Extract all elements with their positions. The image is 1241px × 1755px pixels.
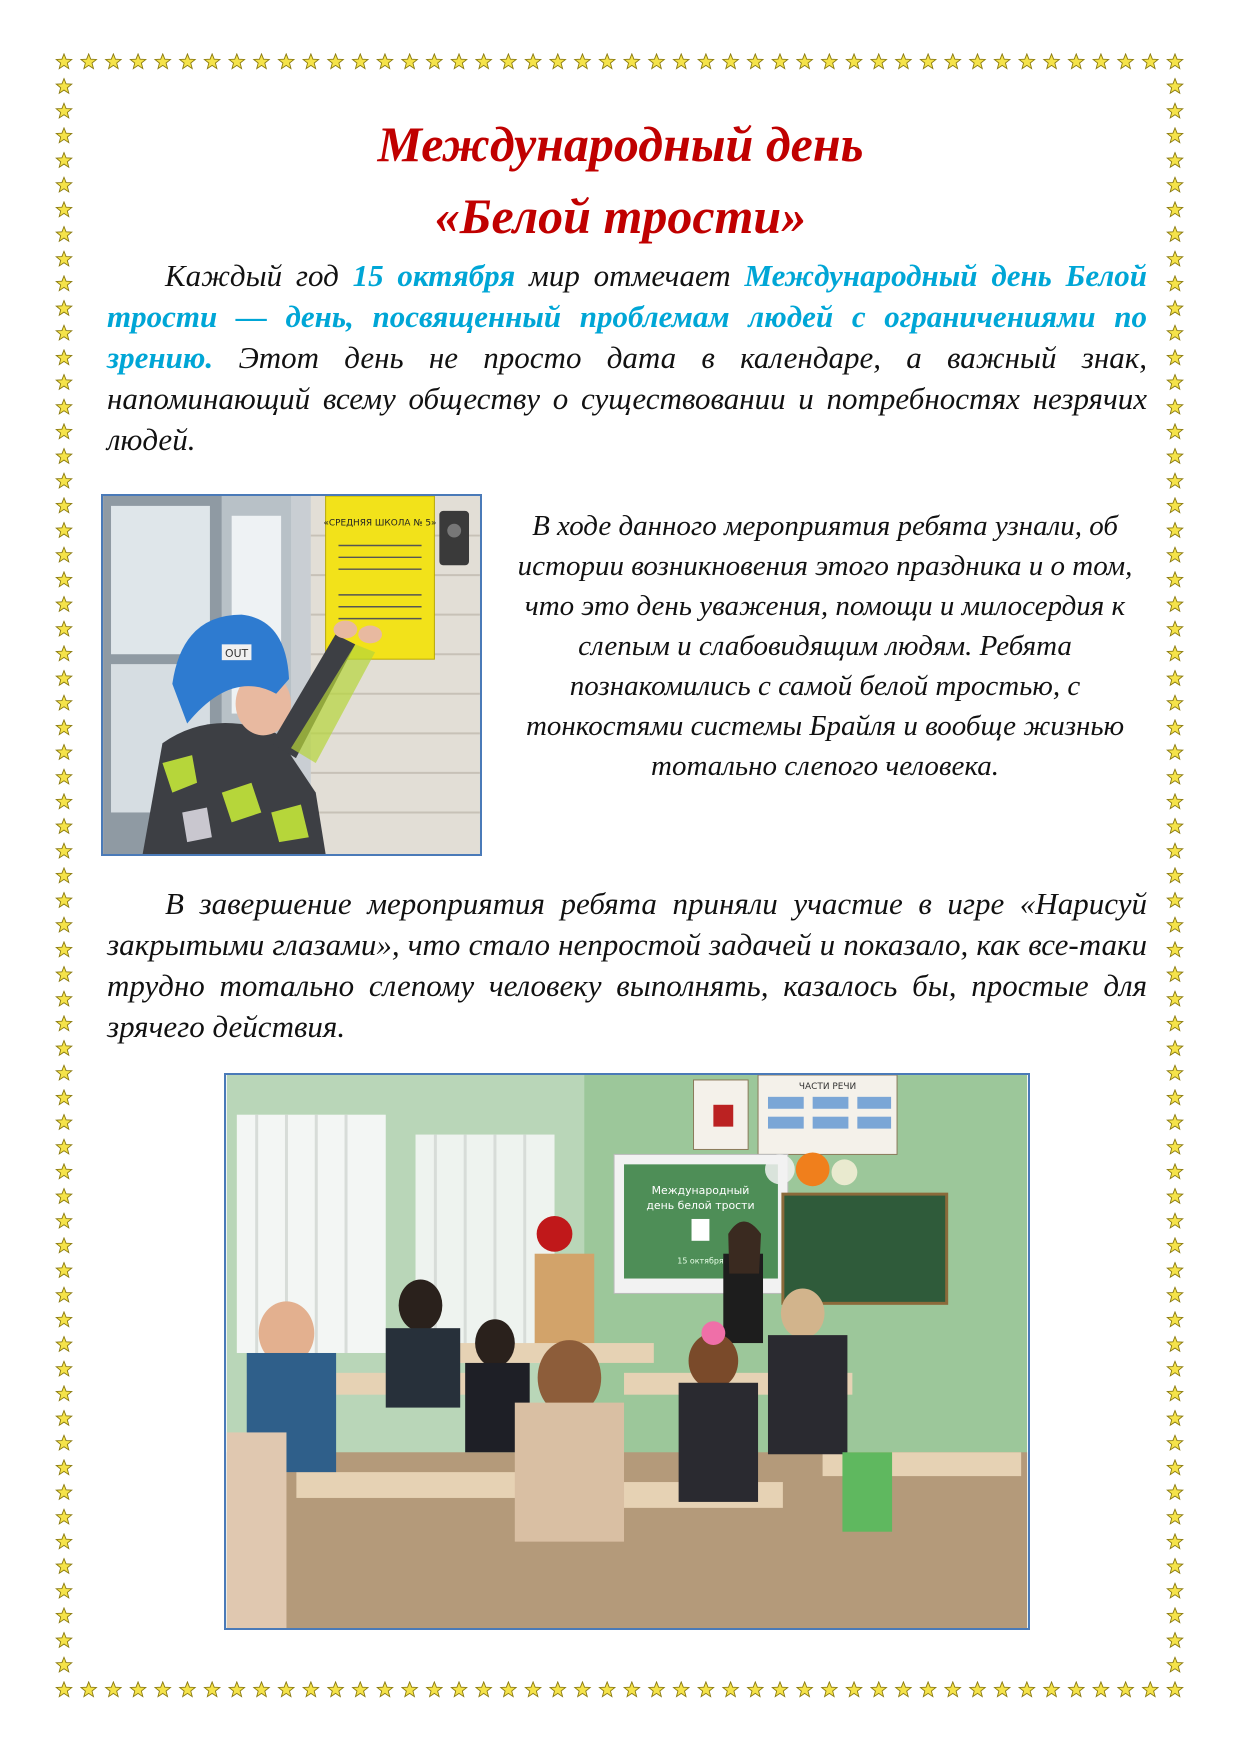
border-star-icon [180, 54, 195, 69]
border-star-icon [945, 1682, 960, 1697]
border-star-icon [550, 54, 565, 69]
border-star-icon [525, 1682, 540, 1697]
border-star-icon [106, 54, 121, 69]
border-star-icon [723, 54, 738, 69]
border-star-icon [1093, 1682, 1108, 1697]
border-star-icon [748, 1682, 763, 1697]
border-star-icon [56, 1657, 71, 1672]
border-star-icon [1167, 1386, 1182, 1401]
border-star-icon [56, 991, 71, 1006]
border-star-icon [56, 671, 71, 686]
border-star-icon [550, 1682, 565, 1697]
border-star-icon [1167, 843, 1182, 858]
border-star-icon [56, 1411, 71, 1426]
border-star-icon [1143, 1682, 1158, 1697]
border-star-icon [56, 1534, 71, 1549]
border-star-icon [377, 1682, 392, 1697]
border-star-icon [56, 1287, 71, 1302]
border-star-icon [1167, 819, 1182, 834]
border-star-icon [56, 251, 71, 266]
border-star-icon [1167, 745, 1182, 760]
border-star-icon [1118, 54, 1133, 69]
border-star-icon [1167, 1559, 1182, 1574]
border-star-icon [1167, 893, 1182, 908]
border-star-icon [1167, 794, 1182, 809]
border-star-icon [56, 1090, 71, 1105]
intro-text-3: Этот день не просто дата в календаре, а важный знак, напоминающий всему обществу о существовании и потребностях незрячих людей. [107, 340, 1147, 457]
border-star-icon [56, 769, 71, 784]
border-star-icon [1167, 1312, 1182, 1327]
poster-title: ЧАСТИ РЕЧИ [798, 1081, 857, 1092]
border-star-icon [56, 695, 71, 710]
border-star-icon [1167, 1213, 1182, 1228]
border-star-icon [56, 1608, 71, 1623]
border-star-icon [1167, 1682, 1182, 1697]
event-paragraph: В ходе данного мероприятия ребята узнали, об истории возникновения этого праздника и о том, что это день уважения, помощи и милосердия к слепым и слабовидящим людям. Ребята познакомились с самой белой тростью, с тонкостями системы Брайля и вообще жизнью тотально слепого человека. [517, 510, 1133, 782]
border-star-icon [1167, 621, 1182, 636]
border-star-icon [1167, 547, 1182, 562]
border-star-icon [56, 523, 71, 538]
border-star-icon [56, 1189, 71, 1204]
border-star-icon [1093, 54, 1108, 69]
border-star-icon [1167, 1041, 1182, 1056]
border-star-icon [575, 1682, 590, 1697]
border-star-icon [1167, 1090, 1182, 1105]
border-star-icon [1069, 1682, 1084, 1697]
border-star-icon [56, 794, 71, 809]
border-star-icon [1167, 1115, 1182, 1130]
border-star-icon [1167, 1435, 1182, 1450]
border-star-icon [698, 1682, 713, 1697]
border-star-icon [56, 1041, 71, 1056]
border-star-icon [56, 350, 71, 365]
border-star-icon [1167, 301, 1182, 316]
border-star-icon [1167, 350, 1182, 365]
border-star-icon [56, 1509, 71, 1524]
border-star-icon [229, 54, 244, 69]
border-star-icon [56, 1263, 71, 1278]
border-star-icon [56, 1115, 71, 1130]
border-star-icon [673, 54, 688, 69]
border-star-icon [56, 597, 71, 612]
border-star-icon [204, 1682, 219, 1697]
border-star-icon [402, 1682, 417, 1697]
border-star-icon [254, 1682, 269, 1697]
border-star-icon [56, 1337, 71, 1352]
border-star-icon [1167, 523, 1182, 538]
border-star-icon [56, 1312, 71, 1327]
border-star-icon [1167, 671, 1182, 686]
border-star-icon [56, 449, 71, 464]
border-star-icon [1167, 1361, 1182, 1376]
border-star-icon [56, 79, 71, 94]
border-star-icon [1044, 1682, 1059, 1697]
border-star-icon [1167, 1583, 1182, 1598]
border-star-icon [56, 1460, 71, 1475]
border-star-icon [328, 54, 343, 69]
border-star-icon [1167, 967, 1182, 982]
border-star-icon [106, 1682, 121, 1697]
border-star-icon [970, 54, 985, 69]
border-star-icon [1167, 79, 1182, 94]
border-star-icon [772, 1682, 787, 1697]
border-star-icon [994, 1682, 1009, 1697]
border-star-icon [328, 1682, 343, 1697]
border-star-icon [649, 1682, 664, 1697]
border-star-icon [1069, 54, 1084, 69]
border-star-icon [56, 967, 71, 982]
border-star-icon [427, 54, 442, 69]
border-star-icon [353, 54, 368, 69]
border-star-icon [56, 1238, 71, 1253]
border-star-icon [1167, 1485, 1182, 1500]
screen-line2: день белой трости [646, 1199, 755, 1213]
border-star-icon [1167, 1608, 1182, 1623]
border-star-icon [1167, 399, 1182, 414]
border-star-icon [1167, 1016, 1182, 1031]
border-star-icon [575, 54, 590, 69]
border-star-icon [871, 1682, 886, 1697]
border-star-icon [846, 54, 861, 69]
border-star-icon [945, 54, 960, 69]
border-star-icon [673, 1682, 688, 1697]
border-star-icon [649, 54, 664, 69]
intro-paragraph [107, 255, 1147, 460]
border-star-icon [229, 1682, 244, 1697]
border-star-icon [1167, 1633, 1182, 1648]
border-star-icon [56, 646, 71, 661]
border-star-icon [1167, 251, 1182, 266]
border-star-icon [1019, 54, 1034, 69]
border-star-icon [920, 54, 935, 69]
intro-text-2: мир отмечает [515, 258, 745, 293]
page-title-line2: «Белой трости» [434, 188, 807, 244]
border-star-icon [402, 54, 417, 69]
border-star-icon [723, 1682, 738, 1697]
border-star-icon [1167, 942, 1182, 957]
border-star-icon [56, 1386, 71, 1401]
border-star-icon [56, 473, 71, 488]
border-star-icon [1167, 1460, 1182, 1475]
border-star-icon [81, 54, 96, 69]
border-star-icon [1167, 1189, 1182, 1204]
border-star-icon [599, 54, 614, 69]
border-star-icon [1167, 1657, 1182, 1672]
border-star-icon [56, 1682, 71, 1697]
border-star-icon [56, 1139, 71, 1154]
border-star-icon [56, 1435, 71, 1450]
border-star-icon [1167, 572, 1182, 587]
border-star-icon [451, 54, 466, 69]
border-star-icon [1167, 991, 1182, 1006]
border-star-icon [698, 54, 713, 69]
border-star-icon [56, 1164, 71, 1179]
screen-line1: Международный [651, 1184, 750, 1198]
border-star-icon [155, 54, 170, 69]
border-star-icon [1167, 1139, 1182, 1154]
border-star-icon [1167, 498, 1182, 513]
border-star-icon [56, 819, 71, 834]
border-star-icon [797, 1682, 812, 1697]
border-star-icon [797, 54, 812, 69]
border-star-icon [1118, 1682, 1133, 1697]
border-star-icon [1167, 868, 1182, 883]
border-star-icon [1167, 1263, 1182, 1278]
intro-date: 15 октября [352, 258, 516, 293]
page-title-line1: Международный день [377, 116, 864, 172]
border-star-icon [896, 1682, 911, 1697]
border-star-icon [278, 1682, 293, 1697]
border-star-icon [56, 424, 71, 439]
border-star-icon [56, 54, 71, 69]
border-star-icon [56, 1583, 71, 1598]
border-star-icon [1167, 1534, 1182, 1549]
border-star-icon [56, 745, 71, 760]
border-star-icon [56, 547, 71, 562]
border-star-icon [1167, 449, 1182, 464]
screen-date: 15 октября [677, 1256, 724, 1266]
border-star-icon [204, 54, 219, 69]
border-star-icon [822, 54, 837, 69]
border-star-icon [624, 54, 639, 69]
border-star-icon [56, 498, 71, 513]
border-star-icon [525, 54, 540, 69]
border-star-icon [56, 893, 71, 908]
border-star-icon [130, 1682, 145, 1697]
border-star-icon [1167, 1164, 1182, 1179]
photo-classroom [224, 1073, 1030, 1630]
border-star-icon [81, 1682, 96, 1697]
border-star-icon [56, 1633, 71, 1648]
sign-label: «СРЕДНЯЯ ШКОЛА № 5» [323, 518, 437, 529]
border-star-icon [56, 1361, 71, 1376]
border-star-icon [56, 572, 71, 587]
border-star-icon [56, 720, 71, 735]
border-star-icon [501, 1682, 516, 1697]
border-star-icon [1167, 1411, 1182, 1426]
border-star-icon [1167, 54, 1182, 69]
border-star-icon [56, 1559, 71, 1574]
border-star-icon [56, 325, 71, 340]
border-star-icon [56, 942, 71, 957]
border-star-icon [1143, 54, 1158, 69]
border-star-icon [1167, 325, 1182, 340]
border-star-icon [1167, 1509, 1182, 1524]
border-star-icon [476, 1682, 491, 1697]
border-star-icon [56, 399, 71, 414]
border-star-icon [1019, 1682, 1034, 1697]
border-star-icon [1167, 695, 1182, 710]
border-star-icon [896, 54, 911, 69]
border-star-icon [1167, 917, 1182, 932]
border-star-icon [130, 54, 145, 69]
border-star-icon [871, 54, 886, 69]
border-star-icon [56, 301, 71, 316]
border-star-icon [772, 54, 787, 69]
border-star-icon [56, 1213, 71, 1228]
border-star-icon [56, 1485, 71, 1500]
border-star-icon [303, 54, 318, 69]
border-star-icon [476, 54, 491, 69]
border-star-icon [1167, 1287, 1182, 1302]
border-star-icon [56, 276, 71, 291]
border-star-icon [748, 54, 763, 69]
photo-boy-braille-sign [101, 494, 482, 856]
border-star-icon [994, 54, 1009, 69]
border-star-icon [353, 1682, 368, 1697]
border-star-icon [1167, 646, 1182, 661]
border-star-icon [1167, 1065, 1182, 1080]
border-star-icon [1167, 375, 1182, 390]
border-star-icon [155, 1682, 170, 1697]
border-star-icon [377, 54, 392, 69]
border-star-icon [451, 1682, 466, 1697]
border-star-icon [1167, 1238, 1182, 1253]
border-star-icon [56, 1016, 71, 1031]
border-star-icon [1167, 473, 1182, 488]
border-star-icon [427, 1682, 442, 1697]
border-star-icon [501, 54, 516, 69]
border-star-icon [303, 1682, 318, 1697]
border-star-icon [254, 54, 269, 69]
border-star-icon [599, 1682, 614, 1697]
border-star-icon [1167, 276, 1182, 291]
border-star-icon [56, 868, 71, 883]
intro-text-1: Каждый год [165, 258, 353, 293]
border-star-icon [1167, 720, 1182, 735]
border-star-icon [624, 1682, 639, 1697]
border-star-icon [1167, 424, 1182, 439]
border-star-icon [56, 843, 71, 858]
border-star-icon [56, 375, 71, 390]
border-star-icon [180, 1682, 195, 1697]
border-star-icon [1167, 597, 1182, 612]
border-star-icon [970, 1682, 985, 1697]
border-star-icon [1167, 1337, 1182, 1352]
intro-highlight: Международный день Белой трости — день, посвященный проблемам людей с ограничениями по зрению. [107, 258, 1147, 375]
border-star-icon [56, 917, 71, 932]
border-star-icon [56, 1065, 71, 1080]
border-star-icon [846, 1682, 861, 1697]
border-star-icon [1167, 769, 1182, 784]
hat-label: OUT [225, 647, 249, 661]
border-star-icon [1044, 54, 1059, 69]
conclusion-paragraph: В завершение мероприятия ребята приняли участие в игре «Нарисуй закрытыми глазами», что стало непростой задачей и показало, как все-таки трудно тотально слепому человеку выполнять, казалось бы, простые для зрячего действия. [107, 886, 1147, 1044]
border-star-icon [920, 1682, 935, 1697]
border-star-icon [56, 621, 71, 636]
border-star-icon [822, 1682, 837, 1697]
border-star-icon [278, 54, 293, 69]
